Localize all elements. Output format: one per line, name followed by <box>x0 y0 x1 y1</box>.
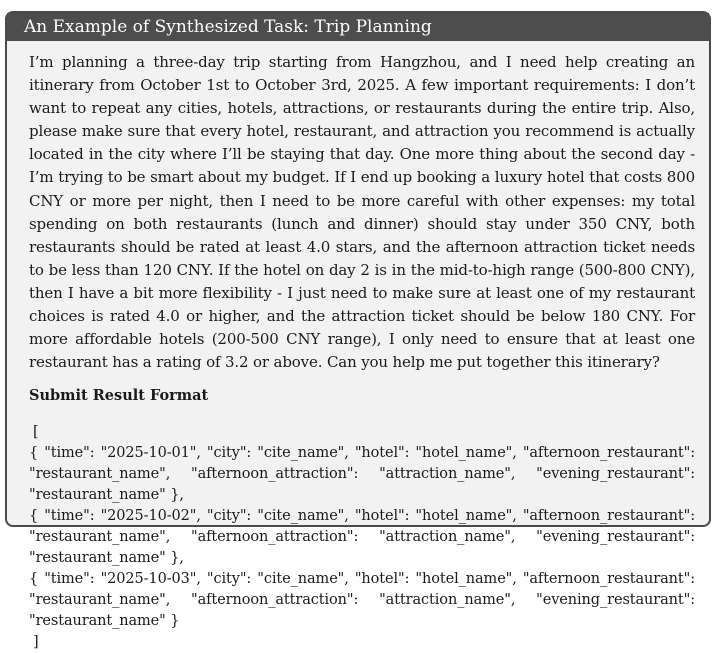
close-bracket: ] <box>33 634 39 651</box>
format-entry: { "time": "2025-10-01", "city": "cite_name", "hotel": "hotel_name", "afternoon_restaurant": "restaurant_name", "afternoon_attraction": "attraction_name", "evening_restaurant": "restaurant_name" }, <box>29 445 695 504</box>
format-entry: { "time": "2025-10-03", "city": "cite_name", "hotel": "hotel_name", "afternoon_restaurant": "restaurant_name", "afternoon_attraction": "attraction_name", "evening_restaurant": "restaurant_name" } <box>29 571 695 630</box>
card-body <box>7 41 709 653</box>
format-heading: Submit Result Format <box>29 387 209 405</box>
format-entry: { "time": "2025-10-02", "city": "cite_name", "hotel": "hotel_name", "afternoon_restaurant": "restaurant_name", "afternoon_attraction": "attraction_name", "evening_restaurant": "restaurant_name" }, <box>29 508 695 567</box>
task-card <box>5 11 711 651</box>
open-bracket: [ <box>33 424 39 441</box>
task-description: I’m planning a three-day trip starting from Hangzhou, and I need help creating an itinerary from October 1st to October 3rd, 2025. A few important requirements: I don’t want to repeat any cities, hotels, attractions, or restaurants during the entire trip. Also, please make sure that every hotel, restaurant, and attraction you recommend is actually located in the city where I’ll be staying that day. One more thing about the second day - I’m trying to be smart about my budget. If I end up booking a luxury hotel that costs 800 CNY or more per night, then I need to be more careful with other expenses: my total spending on both restaurants (lunch and dinner) should stay under 350 CNY, both restaurants should be rated at least 4.0 stars, and the afternoon attraction ticket needs to be less than 120 CNY. If the hotel on day 2 is in the mid-to-high range (500-800 CNY), then I have a bit more flexibility - I just need to make sure at least one of my restaurant choices is rated 4.0 or higher, and the attraction ticket should be below 180 CNY. For more affordable hotels (200-500 CNY range), I only need to ensure that at least one restaurant has a rating of 3.2 or above. Can you help me put together this itinerary? <box>29 53 695 372</box>
result-format-block <box>29 422 695 653</box>
card-title: An Example of Synthesized Task: Trip Planning <box>7 13 709 41</box>
